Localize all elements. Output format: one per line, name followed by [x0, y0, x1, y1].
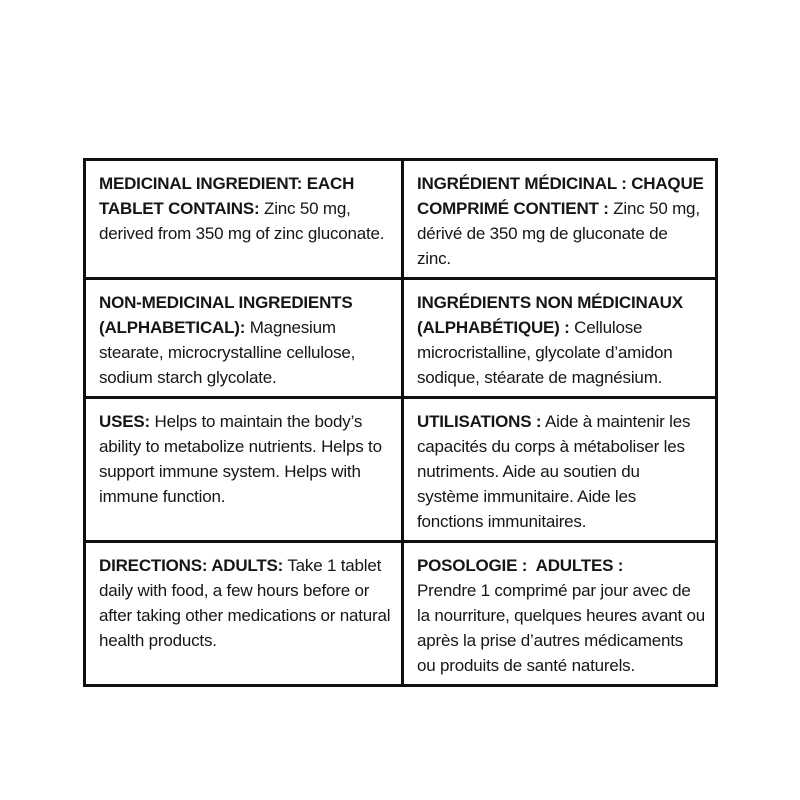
- cell-text: Cellulose microcristalline, glycolate d’amidon sodique, stéarate de magnésium.: [417, 318, 677, 387]
- cell-directions-en: [86, 543, 401, 684]
- cell-heading: INGRÉDIENT MÉDICINAL : CHAQUE COMPRIMÉ CONTIENT :: [417, 174, 709, 218]
- cell-non-medicinal-fr: [401, 280, 715, 396]
- table-row-medicinal-ingredient: [86, 161, 715, 277]
- cell-text: Take 1 tablet daily with food, a few hours before or after taking other medications or natural health products.: [99, 556, 395, 650]
- cell-text: Zinc 50 mg, dérivé de 350 mg de gluconate de zinc.: [417, 199, 705, 268]
- cell-heading: MEDICINAL INGREDIENT: EACH TABLET CONTAINS:: [99, 174, 359, 218]
- cell-text: Magnesium stearate, microcrystalline cellulose, sodium starch glycolate.: [99, 318, 360, 387]
- cell-medicinal-ingredient-en: [86, 161, 401, 277]
- table-row-non-medicinal-ingredients: [86, 277, 715, 396]
- cell-heading: POSOLOGIE : ADULTES :: [417, 556, 624, 575]
- table-row-directions: [86, 540, 715, 684]
- cell-heading: DIRECTIONS: ADULTS:: [99, 556, 284, 575]
- cell-text: Helps to maintain the body’s ability to metabolize nutrients. Helps to support immune system. Helps with immune function.: [99, 412, 387, 506]
- cell-text: Prendre 1 comprimé par jour avec de la nourriture, quelques heures avant ou après la prise d’autres médicaments ou produits de santé naturels.: [417, 581, 710, 675]
- cell-text: Zinc 50 mg, derived from 350 mg of zinc gluconate.: [99, 199, 385, 243]
- cell-directions-fr: [401, 543, 715, 684]
- cell-heading: UTILISATIONS :: [417, 412, 542, 431]
- cell-heading: INGRÉDIENTS NON MÉDICINAUX (ALPHABÉTIQUE) :: [417, 293, 688, 337]
- cell-uses-fr: [401, 399, 715, 540]
- cell-non-medicinal-en: [86, 280, 401, 396]
- cell-text: Aide à maintenir les capacités du corps à métaboliser les nutriments. Aide au soutien du système immunitaire. Aide les fonctions immunitaires.: [417, 412, 695, 531]
- supplement-facts-table: [83, 158, 718, 687]
- cell-medicinal-ingredient-fr: [401, 161, 715, 277]
- cell-heading: NON-MEDICINAL INGREDIENTS (ALPHABETICAL):: [99, 293, 358, 337]
- table-row-uses: [86, 396, 715, 540]
- cell-heading: USES:: [99, 412, 150, 431]
- cell-uses-en: [86, 399, 401, 540]
